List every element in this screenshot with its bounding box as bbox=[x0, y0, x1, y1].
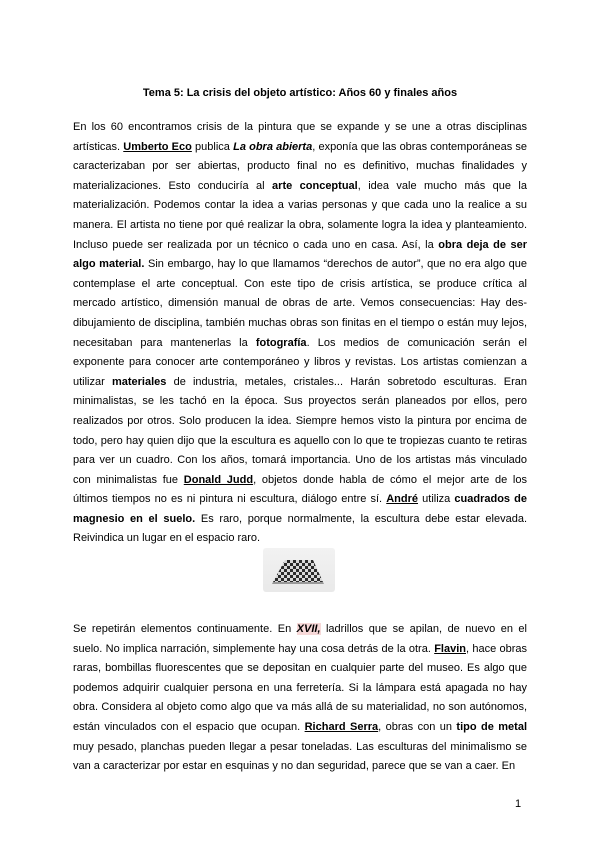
term-cuadrados: cuadrados de magnesio en el suelo. bbox=[73, 493, 527, 525]
term-tipo-de-metal: tipo de metal bbox=[456, 720, 527, 733]
work-xvii: XVII, bbox=[296, 623, 321, 635]
page-number: 1 bbox=[515, 798, 522, 810]
sculpture-photo bbox=[263, 548, 335, 592]
text-run: de industria, metales, cristales... Harán sobretodo esculturas. Eran minimalistas, se les tachó en la época. Sus proyectos serán planeados por ellos, pero realizados por otros. Solo producen la idea. Siempre hemos visto la pintura por encima de todo, pero hay quien dijo que la escultura es aquello con lo que te tropiezas cuanto te retiras para ver un cuadro. Con los años, tomará importancia. Uno de los artistas más vinculado con minimalistas fue bbox=[73, 375, 528, 486]
text-run: Se repetirán elementos continuamente. En bbox=[73, 623, 297, 635]
term-arte-conceptual: arte conceptual bbox=[272, 179, 358, 192]
name-flavin: Flavin bbox=[434, 642, 466, 655]
term-fotografia: fotografía bbox=[255, 336, 307, 349]
book-title: La obra abierta bbox=[233, 140, 313, 153]
text-run: Es raro, porque normalmente, la escultura debe estar elevada. Reivindica un lugar en el espacio raro. bbox=[73, 512, 527, 545]
name-richard-serra: Richard Serra bbox=[304, 720, 379, 733]
paragraph-1 bbox=[73, 118, 527, 549]
page-title: Tema 5: La crisis del objeto artístico: Años 60 y finales años bbox=[142, 87, 458, 99]
name-donald-judd: Donald Judd bbox=[183, 473, 254, 486]
text-run: . Los medios de comunicación serán el exponente para conocer arte contemporáneo y libros y revistas. Los artistas comienzan a utilizar bbox=[73, 336, 527, 388]
text-run: utiliza bbox=[418, 493, 455, 506]
term-obra-deja: obra deja de ser algo material. bbox=[73, 238, 527, 271]
text-run: , hace obras raras, bombillas fluorescentes que se depositan en cualquier parte del museo. Es algo que podemos adquirir cualquier persona en una ferretería. Si la lámpara está apagada no hay obra. Considera al objeto como algo que va más allá de su materialidad, no son autónomos, están vinculados con el espacio que ocupan. bbox=[73, 642, 528, 733]
name-andre: André bbox=[386, 493, 419, 506]
text-run: ladrillos que se apilan, de nuevo en el suelo. No implica narración, simplemente hay una cosa detrás de la otra. bbox=[73, 623, 527, 655]
name-umberto-eco: Umberto Eco bbox=[123, 140, 192, 153]
text-run: Sin embargo, hay lo que llamamos “derechos de autor”, que no era algo que contemplase el arte conceptual. Con este tipo de crisis artística, se produce crítica al mercado artístico, dimensión manual de obras de arte. Vemos consecuencias: Hay des-dibujamiento de disciplina, también muchas obras son finitas en el tiempo o están muy lejos, necesitaban para mantenerlas la bbox=[73, 258, 528, 349]
term-materiales: materiales bbox=[111, 375, 167, 388]
text-run: , objetos donde habla de cómo el mejor arte de los últimos tiempos no es ni pintura ni escultura, diálogo entre sí. bbox=[73, 473, 527, 506]
text-run: publica bbox=[191, 140, 234, 153]
text-run: , exponía que las obras contemporáneas se caracterizaban por ser abiertas, producto final no es definitivo, muchas finalidades y materializaciones. Esto conduciría al bbox=[73, 140, 528, 192]
text-run: En los 60 encontramos crisis de la pintura que se expande y se une a otras disciplinas artísticas. bbox=[73, 121, 527, 153]
paragraph-2 bbox=[73, 620, 527, 777]
text-run: muy pesado, planchas pueden llegar a pesar toneladas. Las esculturas del minimalismo se van a caracterizar por estar en esquinas y no dan seguridad, parece que se van a caer. En bbox=[73, 740, 527, 773]
checkered-floor-image bbox=[263, 548, 335, 592]
text-run: , obras con un bbox=[378, 720, 457, 733]
text-run: , idea vale mucho más que la materialización. Podemos contar la idea a varias personas y que cada uno la realice a su manera. El artista no tiene por qué realizar la obra, solamente logra la idea y planteamiento. Incluso puede ser realizada por un técnico o cada uno en casa. Así, la bbox=[73, 179, 527, 251]
